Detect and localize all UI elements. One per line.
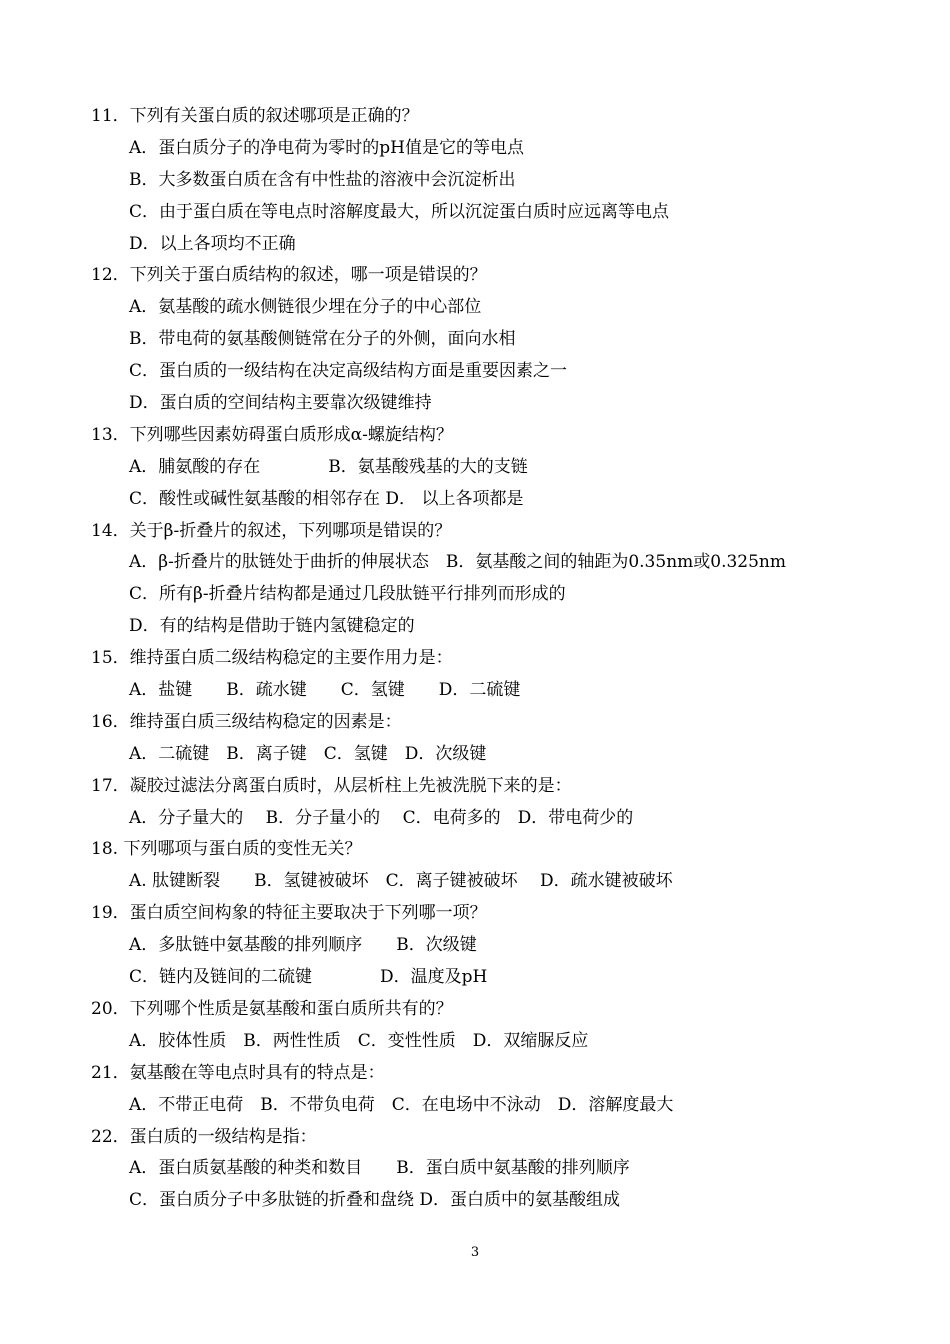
answer-option-line: C．酸性或碱性氨基酸的相邻存在 D． 以上各项都是 [129, 488, 524, 509]
question-text: 19．蛋白质空间构象的特征主要取决于下列哪一项？ [91, 903, 487, 924]
question-text: 14．关于β-折叠片的叙述，下列哪项是错误的？ [91, 520, 452, 541]
answer-option-line: A．不带正电荷 B．不带负电荷 C．在电场中不泳动 D．溶解度最大 [129, 1094, 674, 1115]
question-text: 13．下列哪些因素妨碍蛋白质形成α-螺旋结构？ [91, 424, 453, 445]
answer-option-line: C．由于蛋白质在等电点时溶解度最大，所以沉淀蛋白质时应远离等电点 [129, 201, 670, 222]
answer-option-line: B．大多数蛋白质在含有中性盐的溶液中会沉淀析出 [129, 169, 516, 190]
answer-option-line: C．链内及链间的二硫键 D．温度及pH [129, 967, 488, 988]
question-text: 21．氨基酸在等电点时具有的特点是： [91, 1062, 385, 1083]
answer-option-line: A．二硫键 B．离子键 C．氢键 D．次级键 [129, 743, 487, 764]
answer-option-line: A．分子量大的 B．分子量小的 C．电荷多的 D．带电荷少的 [129, 807, 634, 828]
question-text: 17．凝胶过滤法分离蛋白质时，从层析柱上先被洗脱下来的是： [91, 775, 572, 796]
question-text: 15．维持蛋白质二级结构稳定的主要作用力是： [91, 648, 453, 669]
question-text: 18. 下列哪项与蛋白质的变性无关？ [91, 839, 362, 860]
answer-option-line: A. 肽键断裂 B．氢键被破坏 C．离子键被破坏 D．疏水键被破坏 [129, 871, 673, 892]
answer-option-line: C．蛋白质的一级结构在决定高级结构方面是重要因素之一 [129, 361, 568, 382]
question-text: 20．下列哪个性质是氨基酸和蛋白质所共有的？ [91, 998, 453, 1019]
answer-option-line: A．β-折叠片的肽链处于曲折的伸展状态 B．氨基酸之间的轴距为0.35nm或0.325nm [129, 552, 786, 573]
question-text: 11．下列有关蛋白质的叙述哪项是正确的？ [91, 106, 419, 126]
question-text: 12．下列关于蛋白质结构的叙述，哪一项是错误的？ [91, 265, 487, 286]
answer-option-line: A．胶体性质 B．两性性质 C．变性性质 D．双缩脲反应 [129, 1030, 589, 1051]
answer-option-line: B．带电荷的氨基酸侧链常在分子的外侧，面向水相 [129, 329, 516, 350]
answer-option-line: D．有的结构是借助于链内氢键稳定的 [129, 616, 415, 637]
answer-option-line: A．蛋白质分子的净电荷为零时的pH值是它的等电点 [129, 137, 524, 158]
answer-option-line: C．蛋白质分子中多肽链的折叠和盘绕 D．蛋白质中的氨基酸组成 [129, 1190, 621, 1211]
question-text: 22．蛋白质的一级结构是指： [91, 1126, 317, 1147]
answer-option-line: A．多肽链中氨基酸的排列顺序 B．次级键 [129, 935, 477, 956]
answer-option-line: A．蛋白质氨基酸的种类和数目 B．蛋白质中氨基酸的排列顺序 [129, 1158, 630, 1179]
answer-option-line: A．盐键 B．疏水键 C．氢键 D．二硫键 [129, 680, 521, 701]
answer-option-line: C．所有β-折叠片结构都是通过几段肽链平行排列而形成的 [129, 584, 566, 605]
answer-option-line: D．以上各项均不正确 [129, 233, 296, 254]
answer-option-line: D．蛋白质的空间结构主要靠次级键维持 [129, 393, 432, 414]
answer-option-line: A．氨基酸的疏水侧链很少埋在分子的中心部位 [129, 297, 482, 318]
page-number: 3 [470, 1245, 480, 1260]
question-list [91, 101, 921, 1217]
question-text: 16．维持蛋白质三级结构稳定的因素是： [91, 711, 402, 732]
answer-option-line: A．脯氨酸的存在 B．氨基酸残基的大的支链 [129, 456, 528, 477]
